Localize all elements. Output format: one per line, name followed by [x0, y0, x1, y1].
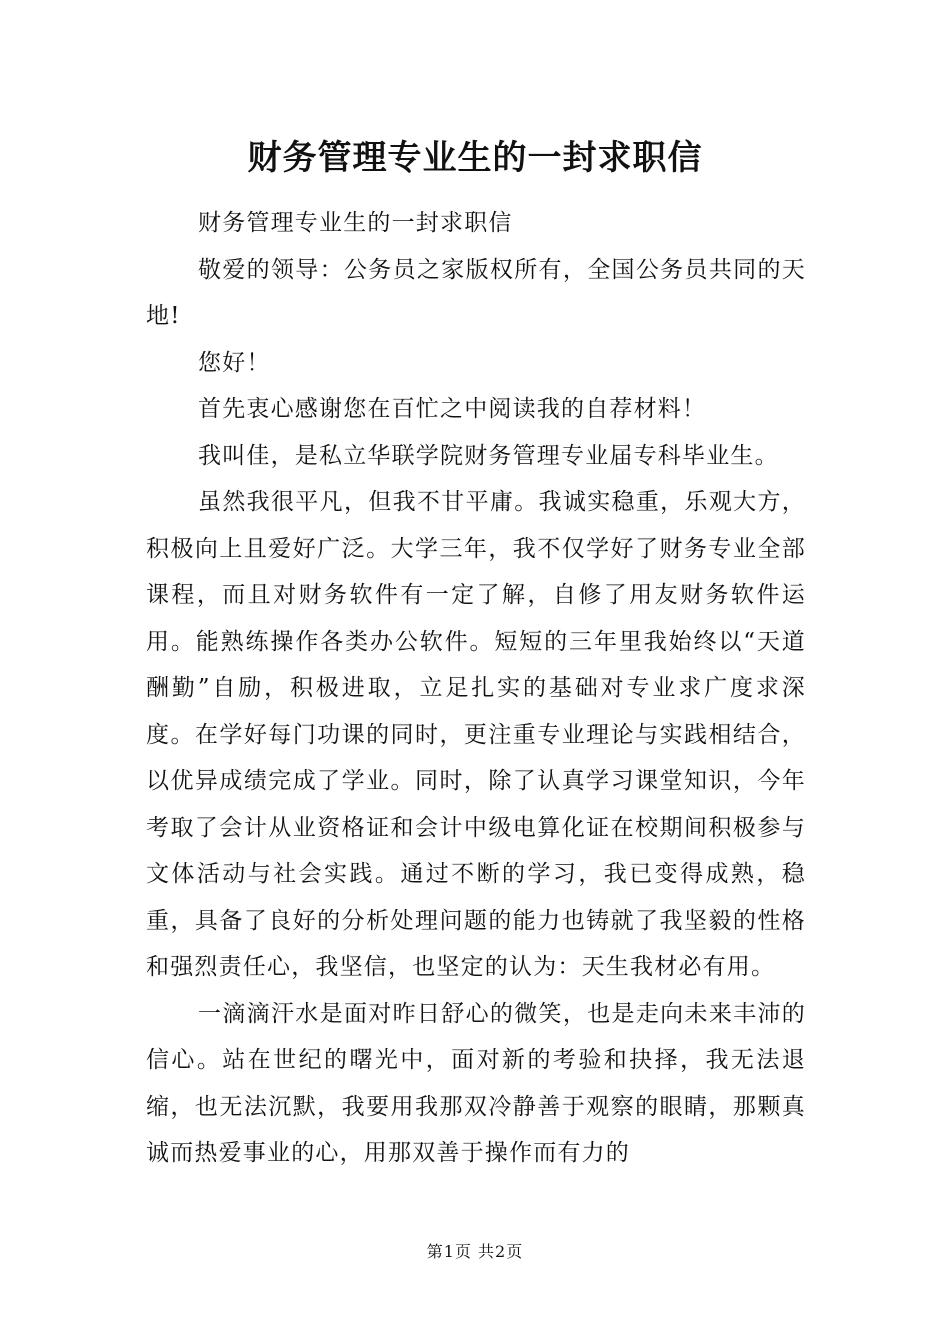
page-footer: 第1页 共2页 [426, 1242, 524, 1261]
paragraph-self-description: 虽然我很平凡，但我不甘平庸。我诚实稳重，乐观大方，积极向上且爱好广泛。大学三年，我不仅学好了财务专业全部课程，而且对财务软件有一定了解，自修了用友财务软件运用。能熟练操作各类办公软件。短短的三年里我始终以“天道酬勤”自励，积极进取，立足扎实的基础对专业求广度求深度。在学好每门功课的同时，更注重专业理论与实践相结合，以优异成绩完成了学业。同时，除了认真学习课堂知识，今年考取了会计从业资格证和会计中级电算化证在校期间积极参与文体活动与社会实践。通过不断的学习，我已变得成熟，稳重，具备了良好的分析处理问题的能力也铸就了我坚毅的性格和强烈责任心，我坚信，也坚定的认为：天生我材必有用。 [146, 489, 806, 980]
document-body [146, 200, 806, 1177]
document-title: 财务管理专业生的一封求职信 [247, 138, 703, 178]
paragraph-salutation: 敬爱的领导：公务员之家版权所有，全国公务员共同的天地! [146, 256, 806, 329]
paragraph-thanks: 首先衷心感谢您在百忙之中阅读我的自荐材料！ [198, 396, 707, 422]
paragraph-aspiration: 一滴滴汗水是面对昨日舒心的微笑，也是走向未来丰沛的信心。站在世纪的曙光中，面对新的考验和抉择，我无法退缩，也无法沉默，我要用我那双冷静善于观察的眼睛，那颗真诚而热爱事业的心，用那双善于操作而有力的 [146, 1000, 806, 1166]
paragraph-heading-repeat: 财务管理专业生的一封求职信 [198, 210, 513, 236]
paragraph-introduction: 我叫佳，是私立华联学院财务管理专业届专科毕业生。 [198, 442, 779, 469]
paragraph-greeting: 您好！ [198, 349, 271, 376]
